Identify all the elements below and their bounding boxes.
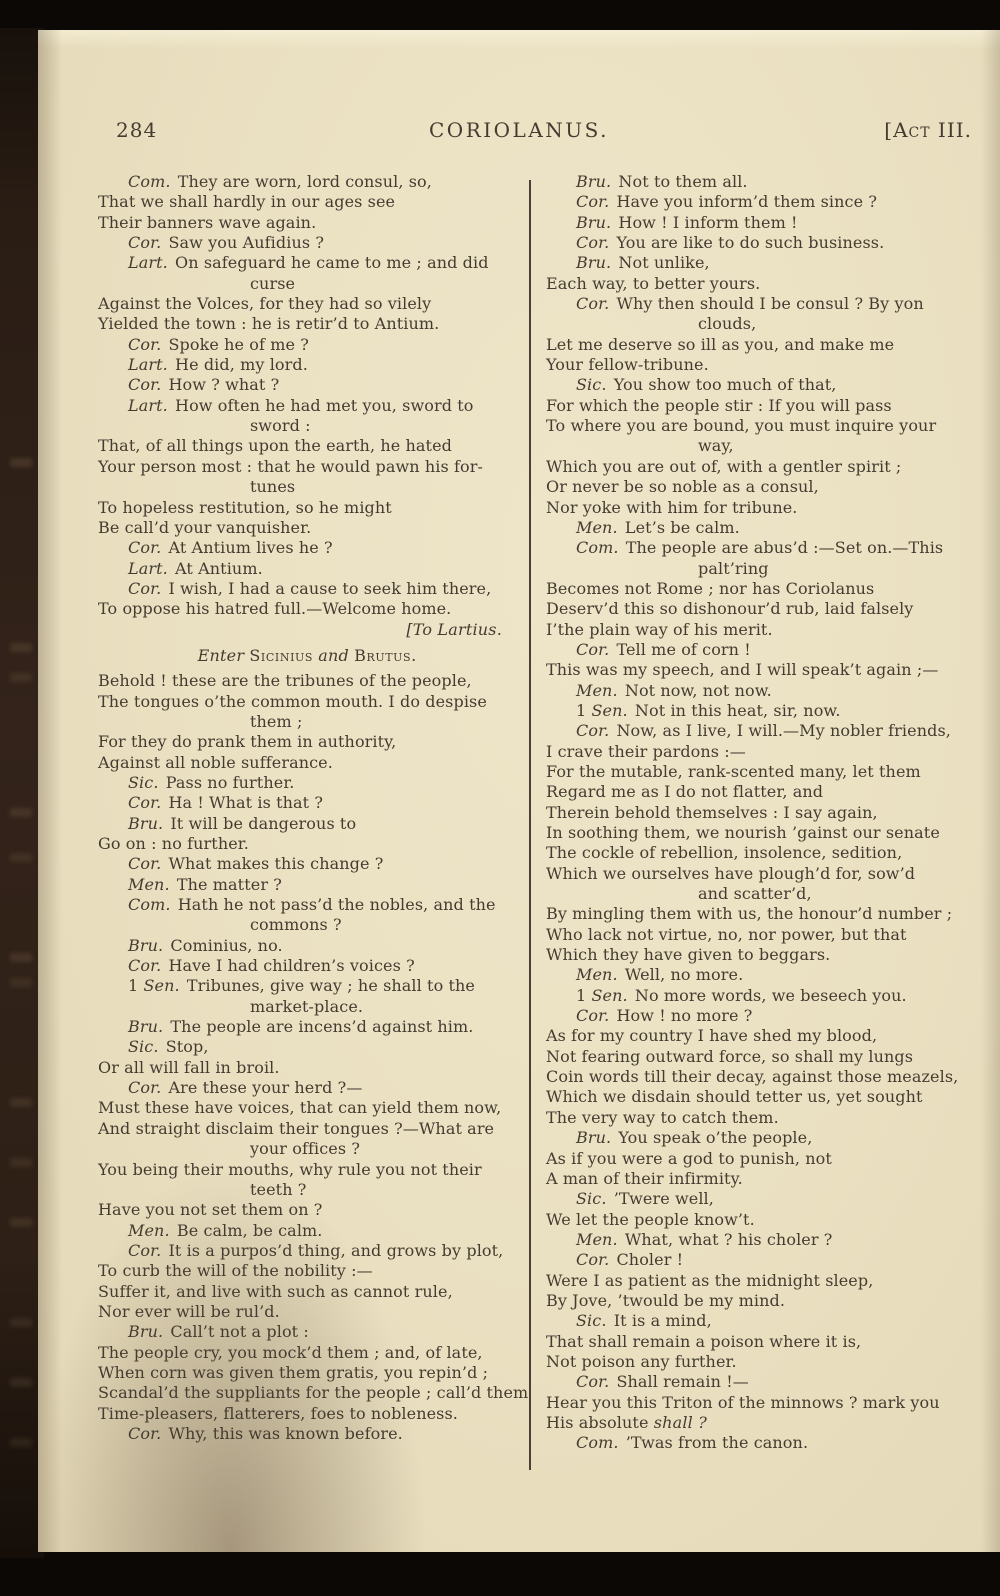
speaker-name: Cor. — [128, 233, 162, 253]
verse-line: Or never be so noble as a consul, — [546, 477, 819, 497]
verse-line: Or all will fall in broil. — [98, 1057, 280, 1077]
verse-line: Sic. ’Twere well, — [576, 1189, 714, 1209]
verse-line: Cor. How ? what ? — [128, 375, 280, 395]
verse-line: To oppose his hatred full.—Welcome home. — [98, 599, 452, 619]
verse-line: That we shall hardly in our ages see — [98, 192, 396, 212]
verse-line: To curb the will of the nobility :— — [98, 1261, 373, 1281]
verse-line: Which we disdain should tetter us, yet sought — [546, 1087, 923, 1107]
verse-line: To where you are bound, you must inquire your — [546, 416, 937, 436]
verse-line: Suffer it, and live with such as cannot rule, — [98, 1281, 453, 1301]
show-through-text-smudges — [10, 458, 32, 467]
verse-line: The tongues o’the common mouth. I do despise — [98, 691, 487, 711]
speaker-name: Men. — [128, 1220, 170, 1240]
verse-line: The cockle of rebellion, insolence, sedition, — [546, 843, 903, 863]
verse-line: teeth ? — [250, 1179, 307, 1199]
verse-line: By Jove, ’twould be my mind. — [546, 1290, 786, 1310]
speaker-name: Sic. — [128, 772, 159, 792]
verse-line: your offices ? — [250, 1139, 361, 1159]
verse-line: A man of their infirmity. — [546, 1168, 743, 1188]
verse-line: curse — [250, 273, 296, 293]
speaker-name: Com. — [576, 538, 619, 558]
verse-line: The people cry, you mock’d them ; and, of late, — [98, 1342, 483, 1362]
verse-line: You being their mouths, why rule you not their — [98, 1159, 482, 1179]
verse-line: In soothing them, we nourish ’gainst our senate — [546, 823, 940, 842]
verse-line: And straight disclaim their tongues ?—What are — [98, 1118, 495, 1138]
verse-line: Cor. Why, this was known before. — [128, 1423, 403, 1443]
verse-line: Scandal’d the suppliants for the people ; call’d them — [98, 1383, 529, 1403]
verse-line: tunes — [250, 477, 296, 497]
verse-line: Against the Volces, for they had so vilely — [98, 294, 432, 314]
verse-line: clouds, — [698, 314, 757, 334]
verse-line: 1 Sen. Not in this heat, sir, now. — [576, 700, 841, 720]
verse-line: Cor. I wish, I had a cause to seek him there, — [128, 578, 492, 598]
verse-line: Sic. It is a mind, — [576, 1311, 712, 1331]
verse-line: As for my country I have shed my blood, — [546, 1026, 878, 1046]
speaker-name: Bru. — [576, 253, 612, 273]
speaker-name: Cor. — [576, 233, 610, 253]
verse-line: Men. The matter ? — [128, 874, 282, 894]
verse-line: We let the people know’t. — [546, 1209, 755, 1229]
verse-line: Lart. At Antium. — [128, 558, 263, 578]
speaker-name: Com. — [128, 172, 171, 191]
verse-line: Nor ever will be rul’d. — [98, 1301, 280, 1321]
speaker-name: Cor. — [128, 793, 162, 813]
speaker-name: Sic. — [128, 1037, 159, 1057]
verse-line: By mingling them with us, the honour’d number ; — [546, 904, 953, 924]
verse-line: Bru. Not to them all. — [576, 172, 748, 191]
verse-line: Cor. Shall remain !— — [576, 1372, 749, 1392]
verse-line: Cor. At Antium lives he ? — [128, 538, 333, 558]
speaker-name: Cor. — [128, 1423, 162, 1443]
verse-line: Cor. Why then should I be consul ? By yon — [576, 294, 924, 314]
verse-line: Therein behold themselves : I say again, — [546, 802, 878, 822]
verse-line: market-place. — [250, 996, 364, 1016]
verse-line: and scatter’d, — [698, 884, 812, 904]
verse-line: Com. The people are abus’d :—Set on.—This — [576, 538, 944, 558]
verse-line: Who lack not virtue, no, nor power, but that — [546, 924, 907, 944]
verse-line: For the mutable, rank-scented many, let them — [546, 761, 921, 781]
speaker-name: Lart. — [128, 355, 168, 375]
verse-line: Cor. Ha ! What is that ? — [128, 793, 324, 813]
verse-line: Men. What, what ? his choler ? — [576, 1229, 833, 1249]
verse-line: Hear you this Triton of the minnows ? mark you — [546, 1392, 940, 1412]
verse-line: Time-pleasers, flatterers, foes to nobleness. — [98, 1403, 458, 1423]
verse-line: Let me deserve so ill as you, and make me — [546, 334, 895, 354]
verse-line: Cor. Saw you Aufidius ? — [128, 233, 325, 253]
verse-line: 1 Sen. Tribunes, give way ; he shall to the — [128, 976, 476, 996]
stage-direction-aside: [To Lartius. — [406, 619, 502, 639]
verse-line: Which they have given to beggars. — [546, 945, 831, 965]
verse-line: Lart. How often he had met you, sword to — [128, 395, 474, 415]
verse-line: The very way to catch them. — [546, 1107, 779, 1127]
verse-line: Bru. It will be dangerous to — [128, 813, 357, 833]
speaker-name: Cor. — [128, 375, 162, 395]
verse-line: sword : — [250, 416, 311, 436]
speaker-name: 1 Sen. — [576, 700, 628, 720]
speaker-name: Com. — [128, 895, 171, 915]
speaker-name: Cor. — [576, 1250, 610, 1270]
verse-line: Regard me as I do not flatter, and — [546, 782, 824, 802]
speaker-name: Cor. — [128, 1240, 162, 1260]
verse-line: Cor. Are these your herd ?— — [128, 1078, 363, 1098]
verse-line: Nor yoke with him for tribune. — [546, 497, 798, 517]
verse-line: Bru. Call’t not a plot : — [128, 1322, 309, 1342]
verse-line: Men. Well, no more. — [576, 965, 744, 985]
speaker-name: Cor. — [128, 854, 162, 874]
speaker-name: Cor. — [128, 578, 162, 598]
verse-line: Com. Hath he not pass’d the nobles, and the — [128, 895, 496, 915]
verse-line: Have you not set them on ? — [98, 1200, 323, 1220]
verse-line: Which we ourselves have plough’d for, sow’d — [546, 863, 916, 883]
speaker-name: Men. — [576, 517, 618, 537]
verse-line: Cor. Have I had children’s voices ? — [128, 956, 415, 976]
verse-line: Not poison any further. — [546, 1351, 737, 1371]
verse-line: Coin words till their decay, against those meazels, — [546, 1067, 959, 1087]
verse-line: Sic. Pass no further. — [128, 772, 295, 792]
verse-line: Their banners wave again. — [98, 212, 317, 232]
speaker-name: Bru. — [576, 172, 612, 191]
verse-line: Men. Let’s be calm. — [576, 517, 740, 537]
speaker-name: Lart. — [128, 253, 168, 273]
speaker-name: Sic. — [576, 1311, 607, 1331]
speaker-name: Bru. — [128, 1322, 164, 1342]
verse-line: Cor. How ! no more ? — [576, 1006, 753, 1026]
speaker-name: Bru. — [128, 935, 164, 955]
verse-line: Go on : no further. — [98, 834, 249, 853]
speaker-name: Bru. — [576, 212, 612, 232]
verse-line: Cor. Tell me of corn ! — [576, 639, 751, 659]
running-header — [38, 118, 1000, 148]
verse-line: Your person most : that he would pawn his for- — [98, 456, 483, 476]
verse-line: Sic. You show too much of that, — [576, 375, 837, 395]
text-column-right — [546, 172, 964, 1454]
verse-line: Yielded the town : he is retir’d to Antium. — [98, 314, 440, 334]
verse-line: Must these have voices, that can yield them now, — [98, 1098, 502, 1118]
speaker-name: Men. — [576, 965, 618, 985]
speaker-name: Bru. — [576, 1128, 612, 1148]
verse-line: Cor. What makes this change ? — [128, 854, 384, 874]
verse-line: Bru. Cominius, no. — [128, 935, 283, 955]
speaker-name: Cor. — [576, 639, 610, 659]
column-divider-rule — [529, 180, 531, 1470]
text-column-left — [98, 172, 529, 1444]
verse-line: Lart. On safeguard he came to me ; and did — [128, 253, 489, 273]
verse-line: Bru. Not unlike, — [576, 253, 710, 273]
speaker-name: Lart. — [128, 558, 168, 578]
act-label: [Act III. — [884, 118, 972, 142]
page-number: 284 — [116, 118, 158, 142]
verse-line: Becomes not Rome ; nor has Coriolanus — [546, 578, 875, 598]
speaker-name: Lart. — [128, 395, 168, 415]
verse-line: For which the people stir : If you will pass — [546, 395, 892, 415]
verse-line: I’the plain way of his merit. — [546, 619, 773, 639]
speaker-name: Bru. — [128, 813, 164, 833]
verse-line: Bru. The people are incens’d against him. — [128, 1017, 474, 1037]
verse-line: That, of all things upon the earth, he hated — [98, 436, 452, 456]
speaker-name: Cor. — [576, 1006, 610, 1026]
verse-line: way, — [698, 436, 734, 456]
verse-line: As if you were a god to punish, not — [546, 1148, 832, 1168]
speaker-name: Men. — [576, 680, 618, 700]
verse-line: Cor. It is a purpos’d thing, and grows by plot, — [128, 1240, 504, 1260]
verse-line: palt’ring — [698, 558, 769, 578]
verse-line: I crave their pardons :— — [546, 741, 746, 761]
speaker-name: Sic. — [576, 1189, 607, 1209]
verse-line: For they do prank them in authority, — [98, 732, 397, 752]
speaker-name: Cor. — [576, 192, 610, 212]
verse-line: Not fearing outward force, so shall my lungs — [546, 1046, 914, 1066]
speaker-name: Cor. — [576, 721, 610, 741]
verse-line: To hopeless restitution, so he might — [98, 497, 392, 517]
verse-line: Against all noble sufferance. — [98, 752, 333, 772]
verse-line: Lart. He did, my lord. — [128, 355, 308, 375]
verse-line: Men. Be calm, be calm. — [128, 1220, 323, 1240]
verse-line: Bru. You speak o’the people, — [576, 1128, 813, 1148]
speaker-name: Cor. — [128, 538, 162, 558]
verse-line: When corn was given them gratis, you repin’d ; — [98, 1362, 489, 1382]
stage-direction: Enter Sicinius and Brutus. — [197, 645, 417, 665]
verse-line: Cor. Choler ! — [576, 1250, 684, 1270]
verse-line: commons ? — [250, 915, 342, 935]
speaker-name: 1 Sen. — [128, 976, 180, 996]
verse-line: Each way, to better yours. — [546, 273, 761, 293]
verse-line: That shall remain a poison where it is, — [546, 1331, 862, 1351]
play-title: CORIOLANUS. — [429, 118, 609, 142]
verse-line: Which you are out of, with a gentler spirit ; — [546, 456, 902, 476]
verse-line: Sic. Stop, — [128, 1037, 209, 1057]
verse-line: His absolute shall ? — [546, 1412, 708, 1432]
speaker-name: Bru. — [128, 1017, 164, 1037]
verse-line: Men. Not now, not now. — [576, 680, 772, 700]
speaker-name: Sic. — [576, 375, 607, 395]
speaker-name: Cor. — [576, 1372, 610, 1392]
verse-line: Cor. Now, as I live, I will.—My nobler friends, — [576, 721, 951, 741]
verse-line: This was my speech, and I will speak’t again ;— — [546, 660, 939, 680]
verse-line: Your fellow-tribune. — [546, 355, 709, 375]
verse-line: Com. They are worn, lord consul, so, — [128, 172, 432, 191]
verse-line: them ; — [250, 711, 303, 731]
speaker-name: Cor. — [576, 294, 610, 314]
verse-line: Bru. How ! I inform them ! — [576, 212, 798, 232]
speaker-name: Cor. — [128, 956, 162, 976]
verse-line: Were I as patient as the midnight sleep, — [546, 1270, 874, 1290]
verse-line: Cor. You are like to do such business. — [576, 233, 885, 253]
speaker-name: 1 Sen. — [576, 985, 628, 1005]
speaker-name: Men. — [128, 874, 170, 894]
verse-line: Behold ! these are the tribunes of the people, — [98, 671, 472, 691]
speaker-name: Men. — [576, 1229, 618, 1249]
speaker-name: Com. — [576, 1433, 619, 1453]
speaker-name: Cor. — [128, 1078, 162, 1098]
speaker-name: Cor. — [128, 334, 162, 354]
verse-line: Be call’d your vanquisher. — [98, 517, 312, 537]
book-page — [38, 30, 1000, 1552]
verse-line: Cor. Have you inform’d them since ? — [576, 192, 877, 212]
verse-line: Com. ’Twas from the canon. — [576, 1433, 809, 1453]
verse-line: Deserv’d this so dishonour’d rub, laid falsely — [546, 599, 914, 619]
verse-line: Cor. Spoke he of me ? — [128, 334, 309, 354]
verse-line: 1 Sen. No more words, we beseech you. — [576, 985, 907, 1005]
